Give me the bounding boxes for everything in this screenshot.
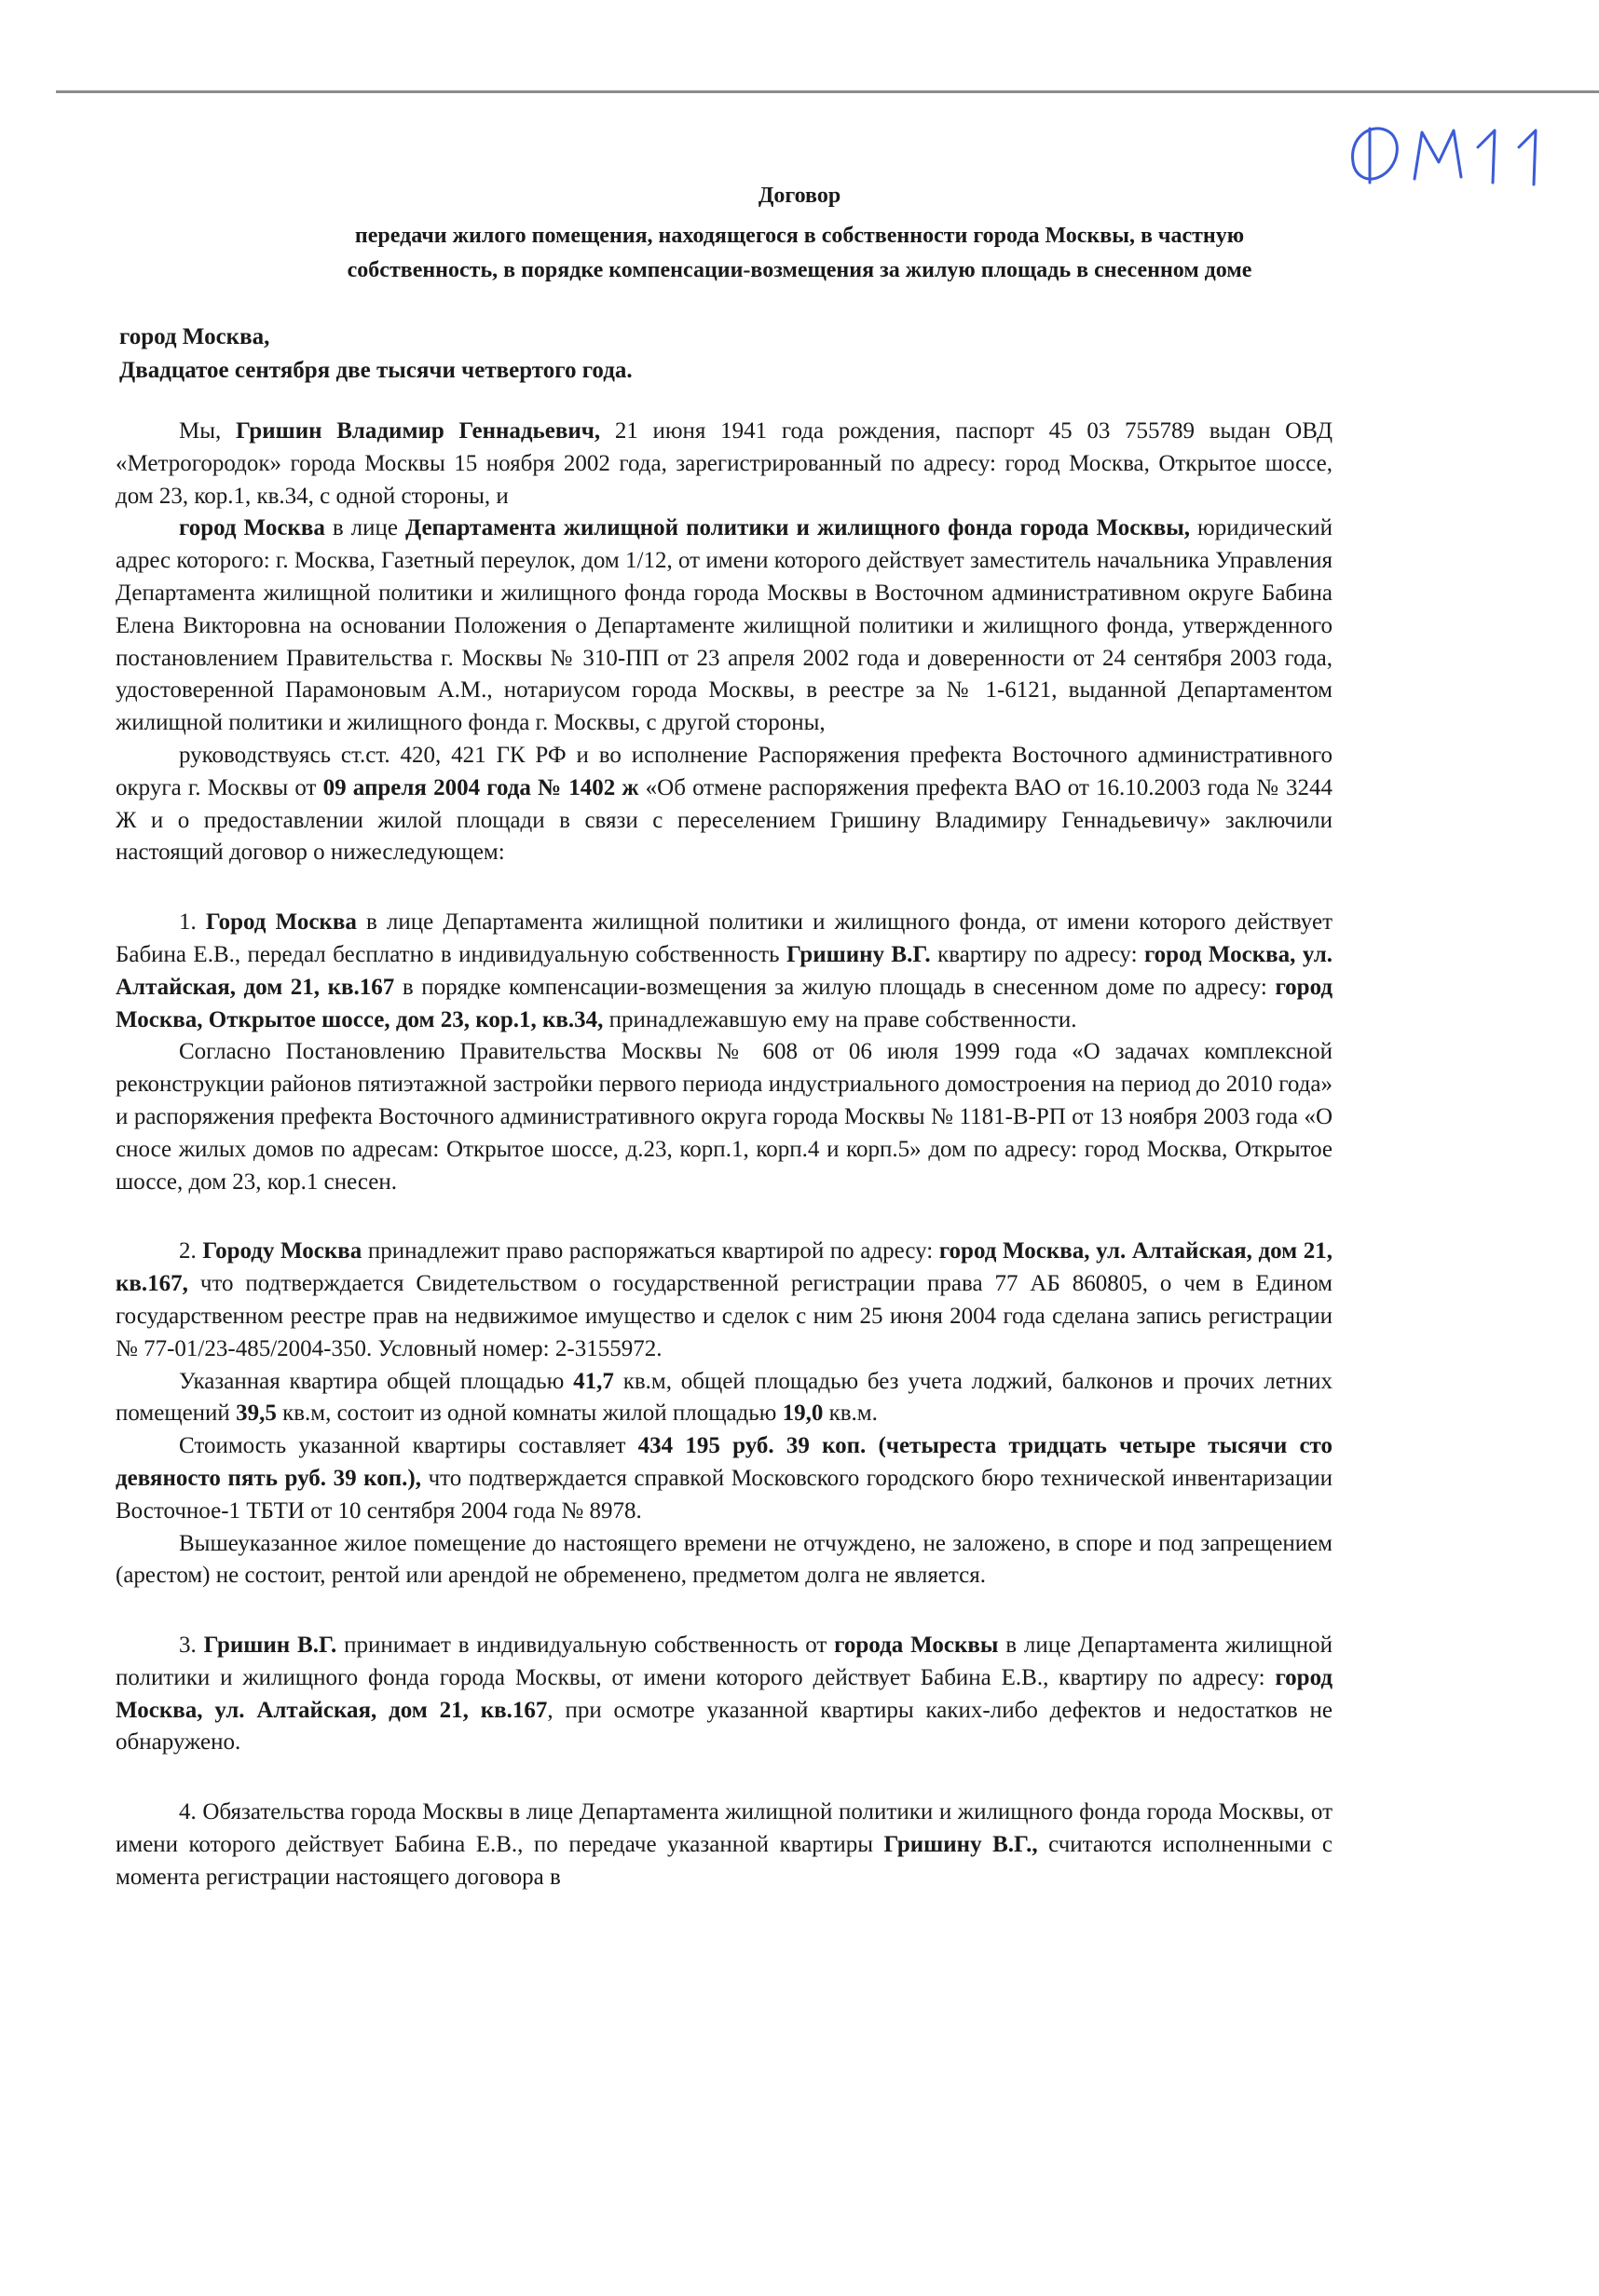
section-1-basis: Согласно Постановлению Правительства Москвы № 608 от 06 июля 1999 года «О задачах комплексной реконструкции районов пятиэтажной застройки первого периода индустриального домостроения на период до 2010 года» и распоряжения префекта Восточного административного округа города Москвы № 1181-В-РП от 13 ноября 2003 года «О сносе жилых домов по адресам: Открытое шоссе, д.23, корп.1, корп.4 и корп.5» дом по адресу: город Москва, Открытое шоссе, дом 23, кор.1 снесен. — [116, 1039, 1332, 1195]
section-1: 1. Город Москва в лице Департамента жилищной политики и жилищного фонда, от имени которого действует Бабина Е.В., передал бесплатно в индивидуальную собственность Гришину В.Г. квартиру по адресу: город Москва, ул. Алтайская, дом 21, кв.167 в порядке компенсации-возмещения за жилую площадь в снесенном доме по адресу: город Москва, Открытое шоссе, дом 23, кор.1, кв.34, принадлежавшую ему на праве собственности. — [116, 909, 1332, 1032]
section-2: 2. Городу Москва принадлежит право распоряжаться квартирой по адресу: город Москва, ул. Алтайская, дом 21, кв.167, что подтверждается Свидетельством о государственной регистрации права 77 АБ 860805, о чем в Едином государственном реестре прав на недвижимое имущество и сделок с ним 25 июня 2004 года сделана запись регистрации № 77-01/23-485/2004-350. Условный номер: 2-3155972. — [116, 1238, 1333, 1361]
intro-basis: руководствуясь ст.ст. 420, 421 ГК РФ и во исполнение Распоряжения префекта Восточного административного округа г. Москвы от 09 апреля 2004 года № 1402 ж «Об отмене распоряжения префекта ВАО от 16.10.2003 года № 3244 Ж и о предоставлении жилой площади в связи с переселением Гришину Владимиру Геннадьевичу» заключили настоящий договор о нижеследующем: — [116, 742, 1332, 866]
section-2-status: Вышеуказанное жилое помещение до настоящего времени не отчуждено, не заложено, в споре и под запрещением (арестом) не состоит, рентой или арендой не обременено, предметом долга не является. — [116, 1530, 1332, 1589]
place-and-date — [119, 321, 633, 388]
document-header — [0, 179, 1599, 288]
section-3: 3. Гришин В.Г. принимает в индивидуальную собственность от города Москвы в лице Департамента жилищной политики и жилищного фонда города Москвы, от имени которого действует Бабина Е.В., квартиру по адресу: город Москва, ул. Алтайская, дом 21, кв.167, при осмотре указанной квартиры каких-либо дефектов и недостатков не обнаружено. — [116, 1633, 1332, 1756]
section-2-area: Указанная квартира общей площадью 41,7 кв.м, общей площадью без учета лоджий, балконов и прочих летних помещений 39,5 кв.м, состоит из одной комнаты жилой площадью 19,0 кв.м. — [116, 1368, 1332, 1427]
document-subtitle-line1: передачи жилого помещения, находящегося в собственности города Москвы, в частную — [354, 224, 1245, 248]
intro-party-1: Мы, Гришин Владимир Геннадьевич, 21 июня 1941 года рождения, паспорт 45 03 755789 выдан ОВД «Метрогородок» города Москвы 15 ноября 2002 года, зарегистрированный по адресу: город Москва, Открытое шоссе, дом 23, кор.1, кв.34, с одной стороны, и — [116, 418, 1333, 509]
section-4: 4. Обязательства города Москвы в лице Департамента жилищной политики и жилищного фонда города Москвы, от имени которого действует Бабина Е.В., по передаче указанной квартиры Гришину В.Г., считаются исполненными с момента регистрации настоящего договора в — [116, 1799, 1332, 1890]
contract-body — [116, 416, 1332, 1894]
page-top-edge-line — [56, 90, 1599, 93]
contract-place: город Москва, — [119, 324, 270, 349]
section-2-cost: Стоимость указанной квартиры составляет 434 195 руб. 39 коп. (четыреста тридцать четыре тысячи сто девяносто пять руб. 39 коп.), что подтверждается справкой Московского городского бюро технической инвентаризации Восточное-1 ТБТИ от 10 сентября 2004 года № 8978. — [116, 1433, 1333, 1524]
document-title: Договор — [758, 184, 841, 208]
intro-party-2: город Москва в лице Департамента жилищной политики и жилищного фонда города Москвы, юридический адрес которого: г. Москва, Газетный переулок, дом 1/12, от имени которого действует заместитель начальника Управления Департамента жилищной политики и жилищного фонда города Москвы в Восточном административном округе Бабина Елена Викторовна на основании Положения о Департаменте жилищной политики и жилищного фонда, утвержденного постановлением Правительства г. Москвы № 310-ПП от 23 апреля 2002 года и доверенности от 24 сентября 2003 года, удостоверенной Парамоновым А.М., нотариусом города Москвы, в реестре за № 1-6121, выданной Департаментом жилищной политики и жилищного фонда г. Москвы, с другой стороны, — [116, 515, 1332, 736]
document-subtitle-line2: собственность, в порядке компенсации-возмещения за жилую площадь в снесенном доме — [347, 258, 1252, 282]
contract-date: Двадцатое сентября две тысячи четвертого года. — [119, 358, 633, 383]
